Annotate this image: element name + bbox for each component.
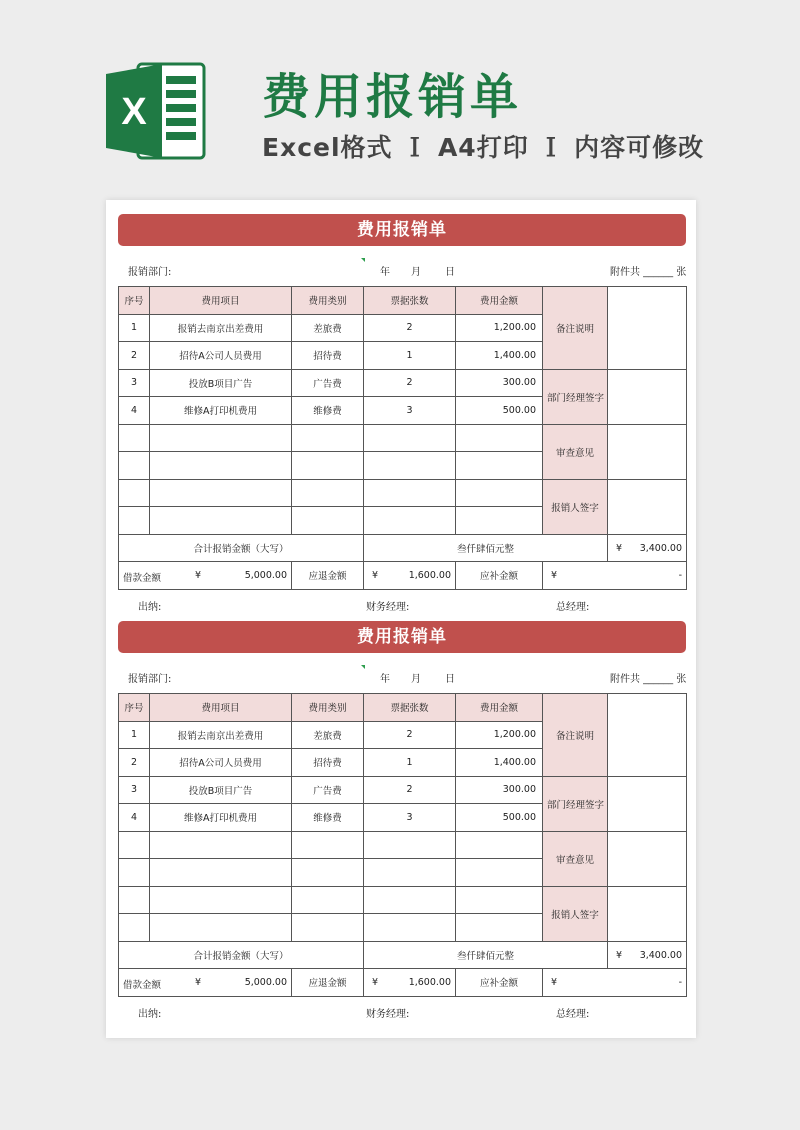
side-label: 审查意见 [543,424,608,479]
row-amount[interactable]: 300.00 [456,369,543,397]
refund-label: 应退金额 [292,562,364,590]
month-label: 月 [411,674,421,685]
general-manager-label: 总经理: [556,1008,590,1020]
row-category[interactable]: 广告费 [292,369,364,397]
attachments-label: 附件共 ______ 张 [610,674,687,685]
claimant-sign-cell[interactable] [608,479,687,534]
loan-amount: 5,000.00 [244,977,287,988]
month-label: 月 [411,267,421,278]
refund-amount: 1,600.00 [408,977,451,988]
table-row [119,479,687,507]
supplement-amount: - [678,570,682,581]
row-category[interactable]: 招待费 [292,749,364,777]
dept-label: 报销部门: [128,674,172,685]
expense-form [118,214,686,612]
cell-comment-marker [361,665,365,669]
page-header [0,0,800,200]
row-no[interactable]: 2 [119,749,150,777]
row-amount[interactable]: 300.00 [456,776,543,804]
row-item[interactable]: 招待A公司人员费用 [150,342,292,370]
side-label: 备注说明 [543,694,608,777]
remark-cell[interactable] [608,287,687,370]
row-item[interactable]: 维修A打印机费用 [150,397,292,425]
col-header: 票据张数 [364,694,456,722]
row-no[interactable]: 1 [119,314,150,342]
form-banner: 费用报销单 [118,214,686,246]
total-row [119,941,687,969]
total-row [119,534,687,562]
loan-label: 借款金额 [123,573,162,584]
settlement-row [119,969,687,997]
row-item[interactable]: 投放B项目广告 [150,369,292,397]
day-label: 日 [445,674,455,685]
form-meta [118,653,686,693]
row-amount[interactable]: 1,200.00 [456,721,543,749]
total-amount-cell[interactable] [608,941,687,969]
manager-sign-cell[interactable] [608,369,687,424]
total-amount: 3,400.00 [639,542,682,554]
row-count[interactable]: 3 [364,804,456,832]
currency-symbol: ¥ [372,977,379,988]
expense-form [118,621,686,1019]
cashier-label: 出纳: [138,601,162,613]
claimant-sign-cell[interactable] [608,886,687,941]
paper-sheet [106,200,696,1038]
col-header: 票据张数 [364,287,456,315]
expense-table [118,286,687,590]
cell-comment-marker [361,258,365,262]
page-title: 费用报销单 [262,69,523,125]
row-item[interactable]: 维修A打印机费用 [150,804,292,832]
currency-symbol: ¥ [551,570,558,581]
row-no[interactable]: 2 [119,342,150,370]
row-category[interactable]: 广告费 [292,776,364,804]
row-item[interactable]: 报销去南京出差费用 [150,314,292,342]
currency-symbol: ¥ [195,977,202,988]
currency-symbol: ¥ [372,570,379,581]
row-count[interactable]: 2 [364,721,456,749]
dept-label: 报销部门: [128,267,172,278]
col-header: 序号 [119,694,150,722]
manager-sign-cell[interactable] [608,776,687,831]
finance-manager-label: 财务经理: [366,601,410,613]
currency-symbol: ¥ [616,949,623,961]
col-header: 费用金额 [456,287,543,315]
row-amount[interactable]: 1,400.00 [456,749,543,777]
row-count[interactable]: 1 [364,749,456,777]
supplement-amount: - [678,977,682,988]
general-manager-label: 总经理: [556,601,590,613]
loan-cell[interactable] [119,969,292,997]
table-row [119,424,687,452]
row-amount[interactable]: 1,400.00 [456,342,543,370]
table-row [119,776,687,804]
total-amount-cell[interactable] [608,534,687,562]
col-header: 费用金额 [456,694,543,722]
form-banner: 费用报销单 [118,621,686,653]
page-subtitle: Excel格式 Ｉ A4打印 Ｉ 内容可修改 [262,133,705,162]
row-count[interactable]: 2 [364,776,456,804]
row-count[interactable]: 2 [364,369,456,397]
supplement-cell[interactable] [543,969,687,997]
total-label: 合计报销金额（大写） [119,534,364,562]
row-no[interactable]: 1 [119,721,150,749]
col-header: 费用项目 [150,694,292,722]
refund-cell[interactable] [364,969,456,997]
row-amount[interactable]: 500.00 [456,804,543,832]
refund-amount: 1,600.00 [408,570,451,581]
side-label: 备注说明 [543,287,608,370]
table-row [119,886,687,914]
excel-logo-letter: X [121,91,147,133]
row-category[interactable]: 差旅费 [292,721,364,749]
table-row [119,831,687,859]
side-label: 报销人签字 [543,886,608,941]
row-count[interactable]: 3 [364,397,456,425]
review-cell[interactable] [608,424,687,479]
loan-cell[interactable] [119,562,292,590]
row-category[interactable]: 招待费 [292,342,364,370]
form-footer [118,997,686,1019]
side-label: 审查意见 [543,831,608,886]
row-item[interactable]: 报销去南京出差费用 [150,721,292,749]
col-header: 费用类别 [292,694,364,722]
attachments-label: 附件共 ______ 张 [610,267,687,278]
col-header: 序号 [119,287,150,315]
excel-icon [104,60,208,162]
day-label: 日 [445,267,455,278]
total-label: 合计报销金额（大写） [119,941,364,969]
supplement-cell[interactable] [543,562,687,590]
currency-symbol: ¥ [616,542,623,554]
table-row [119,369,687,397]
col-header: 费用类别 [292,287,364,315]
settlement-row [119,562,687,590]
col-header: 费用项目 [150,287,292,315]
remark-cell[interactable] [608,694,687,777]
refund-cell[interactable] [364,562,456,590]
supplement-label: 应补金额 [456,969,543,997]
side-label: 报销人签字 [543,479,608,534]
row-amount[interactable]: 1,200.00 [456,314,543,342]
total-words[interactable]: 叁仟肆佰元整 [364,534,608,562]
expense-table [118,693,687,997]
review-cell[interactable] [608,831,687,886]
supplement-label: 应补金额 [456,562,543,590]
finance-manager-label: 财务经理: [366,1008,410,1020]
row-category[interactable]: 维修费 [292,804,364,832]
row-category[interactable]: 维修费 [292,397,364,425]
total-amount: 3,400.00 [639,949,682,961]
year-label: 年 [380,674,390,685]
row-no[interactable]: 3 [119,776,150,804]
form-footer [118,590,686,612]
row-count[interactable]: 2 [364,314,456,342]
loan-amount: 5,000.00 [244,570,287,581]
row-item[interactable]: 投放B项目广告 [150,776,292,804]
row-count[interactable]: 1 [364,342,456,370]
table-header-row [119,694,687,722]
row-no[interactable]: 3 [119,369,150,397]
row-item[interactable]: 招待A公司人员费用 [150,749,292,777]
row-no[interactable]: 4 [119,397,150,425]
row-no[interactable]: 4 [119,804,150,832]
refund-label: 应退金额 [292,969,364,997]
side-label: 部门经理签字 [543,369,608,424]
currency-symbol: ¥ [195,570,202,581]
side-label: 部门经理签字 [543,776,608,831]
table-header-row [119,287,687,315]
loan-label: 借款金额 [123,980,162,991]
form-meta [118,246,686,286]
cashier-label: 出纳: [138,1008,162,1020]
year-label: 年 [380,267,390,278]
currency-symbol: ¥ [551,977,558,988]
total-words[interactable]: 叁仟肆佰元整 [364,941,608,969]
row-category[interactable]: 差旅费 [292,314,364,342]
row-amount[interactable]: 500.00 [456,397,543,425]
